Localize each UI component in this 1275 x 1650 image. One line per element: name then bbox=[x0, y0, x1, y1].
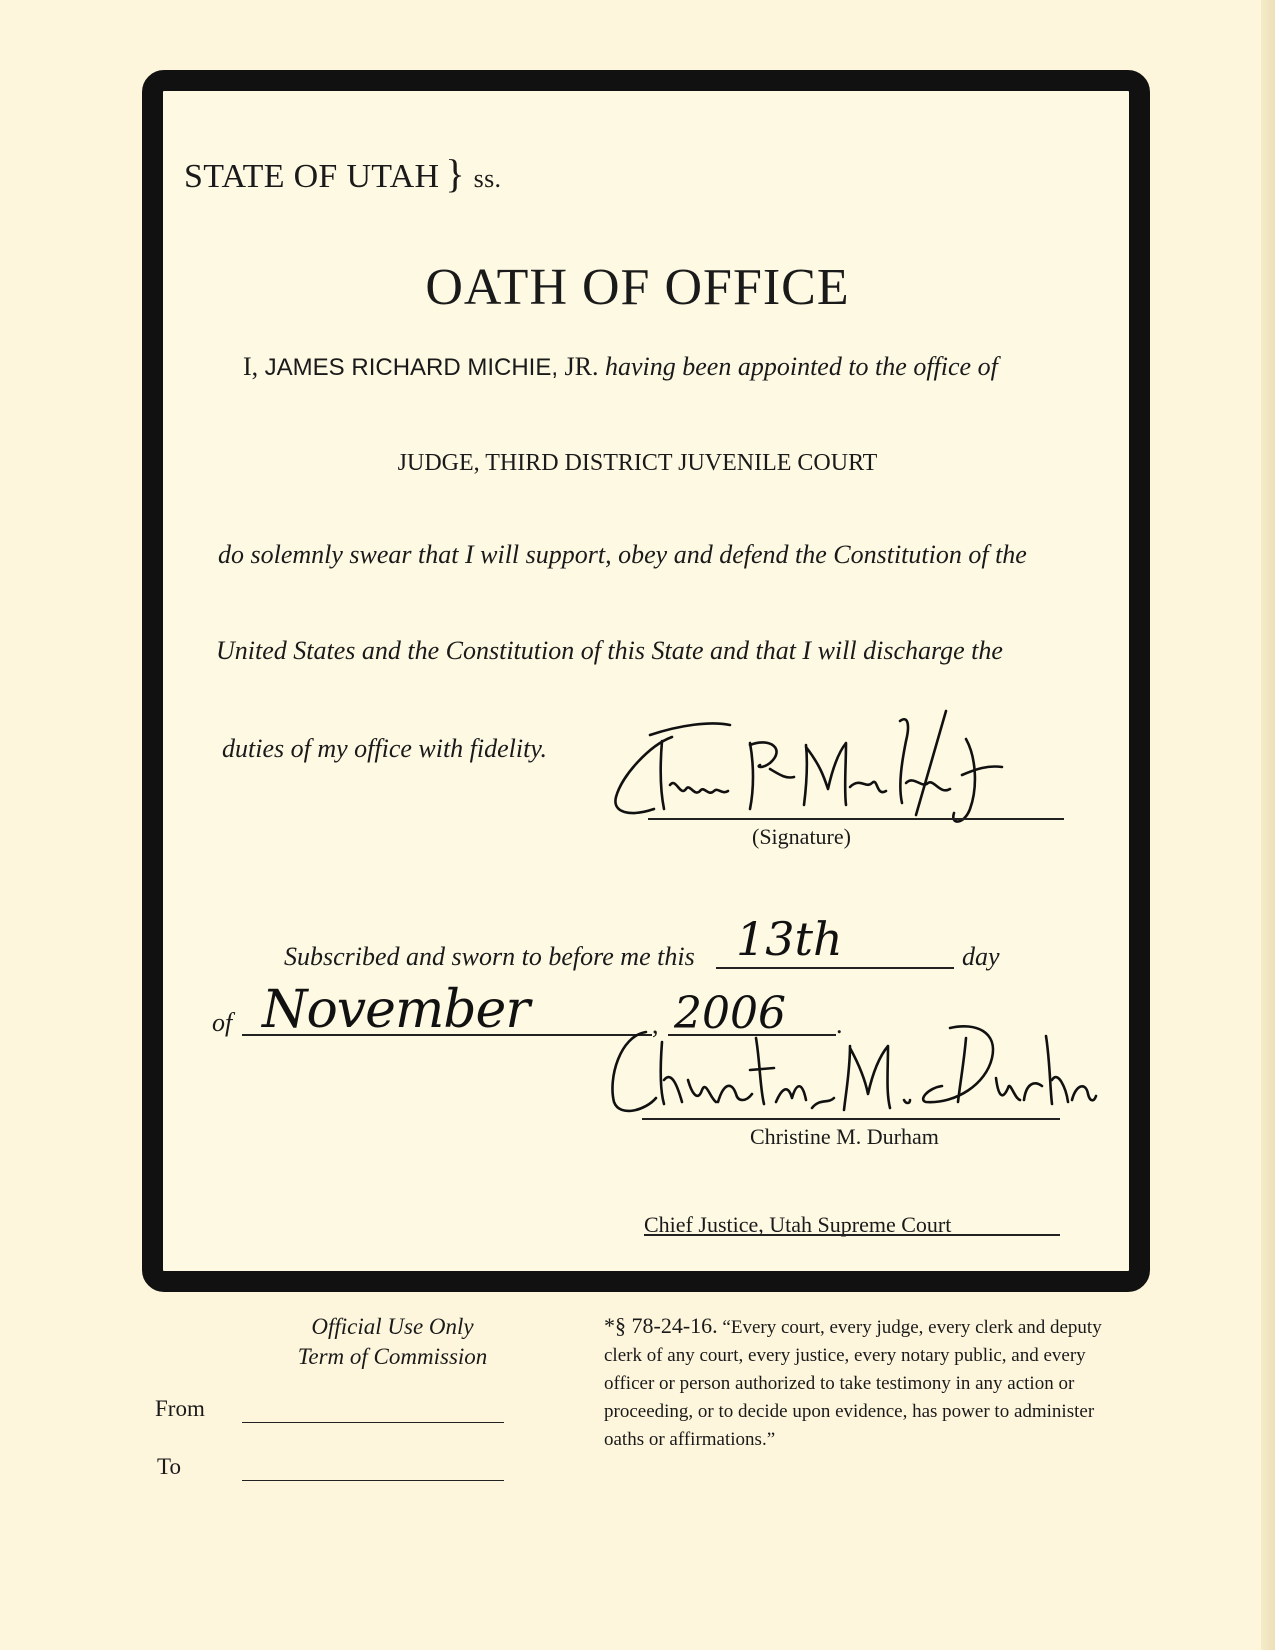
office-name: JUDGE, THIRD DISTRICT JUVENILE COURT bbox=[397, 450, 878, 476]
oath-pronoun: I, bbox=[243, 352, 259, 381]
to-label: To bbox=[157, 1454, 181, 1479]
notary-name: Christine M. Durham bbox=[750, 1124, 939, 1149]
appointee-name: JAMES RICHARD MICHIE, bbox=[264, 354, 559, 381]
official-use-line-2: Term of Commission bbox=[297, 1344, 488, 1369]
notary-signature-line bbox=[642, 1118, 1060, 1120]
subscribed-text: Subscribed and sworn to before me this bbox=[284, 942, 695, 971]
date-period: . bbox=[836, 1010, 843, 1039]
of-word: of bbox=[212, 1008, 233, 1037]
notary-title-line bbox=[644, 1234, 1060, 1236]
venue-ss: ss. bbox=[473, 164, 502, 193]
venue-brace: } bbox=[445, 151, 465, 196]
official-use-heading bbox=[290, 1312, 495, 1372]
statute-text: “Every court, every judge, every clerk and deputy clerk of any court, every justice, every notary public, and every officer or person authorized to take testimony in any action or proceeding, or to decide upon evidence, has power to administer oaths or affirmations.” bbox=[604, 1317, 1102, 1450]
from-field-line[interactable] bbox=[242, 1422, 504, 1423]
date-comma: , bbox=[652, 1010, 659, 1039]
page-edge bbox=[1261, 0, 1275, 1650]
venue-state: STATE OF UTAH bbox=[184, 158, 440, 195]
signature-line bbox=[648, 818, 1064, 820]
signature-caption: (Signature) bbox=[752, 824, 851, 849]
statute-reference: *§ 78-24-16. bbox=[604, 1313, 718, 1338]
appointed-text: having been appointed to the office of bbox=[605, 352, 998, 381]
notary-title: Chief Justice, Utah Supreme Court bbox=[644, 1212, 952, 1237]
venue-line bbox=[184, 150, 501, 197]
document-title: OATH OF OFFICE bbox=[425, 259, 850, 316]
to-field-line[interactable] bbox=[242, 1480, 504, 1481]
oath-text-line-1: do solemnly swear that I will support, obey and defend the Constitution of the bbox=[218, 540, 1027, 569]
notary-signature bbox=[606, 1018, 1096, 1128]
month-handwritten: November bbox=[262, 980, 530, 1040]
oath-text-line-2: United States and the Constitution of this State and that I will discharge the bbox=[216, 636, 1003, 665]
appointee-signature bbox=[610, 705, 1050, 835]
oath-text-line-3: duties of my office with fidelity. bbox=[222, 734, 547, 763]
day-blank-line bbox=[716, 967, 954, 969]
oath-intro-line bbox=[243, 352, 998, 382]
day-word: day bbox=[962, 942, 1000, 971]
year-handwritten: 2006 bbox=[674, 988, 786, 1039]
from-label: From bbox=[155, 1396, 205, 1421]
appointee-suffix: JR. bbox=[564, 352, 599, 381]
official-use-line-1: Official Use Only bbox=[311, 1314, 474, 1339]
day-handwritten: 13th bbox=[736, 912, 843, 966]
statute-note bbox=[604, 1312, 1124, 1454]
